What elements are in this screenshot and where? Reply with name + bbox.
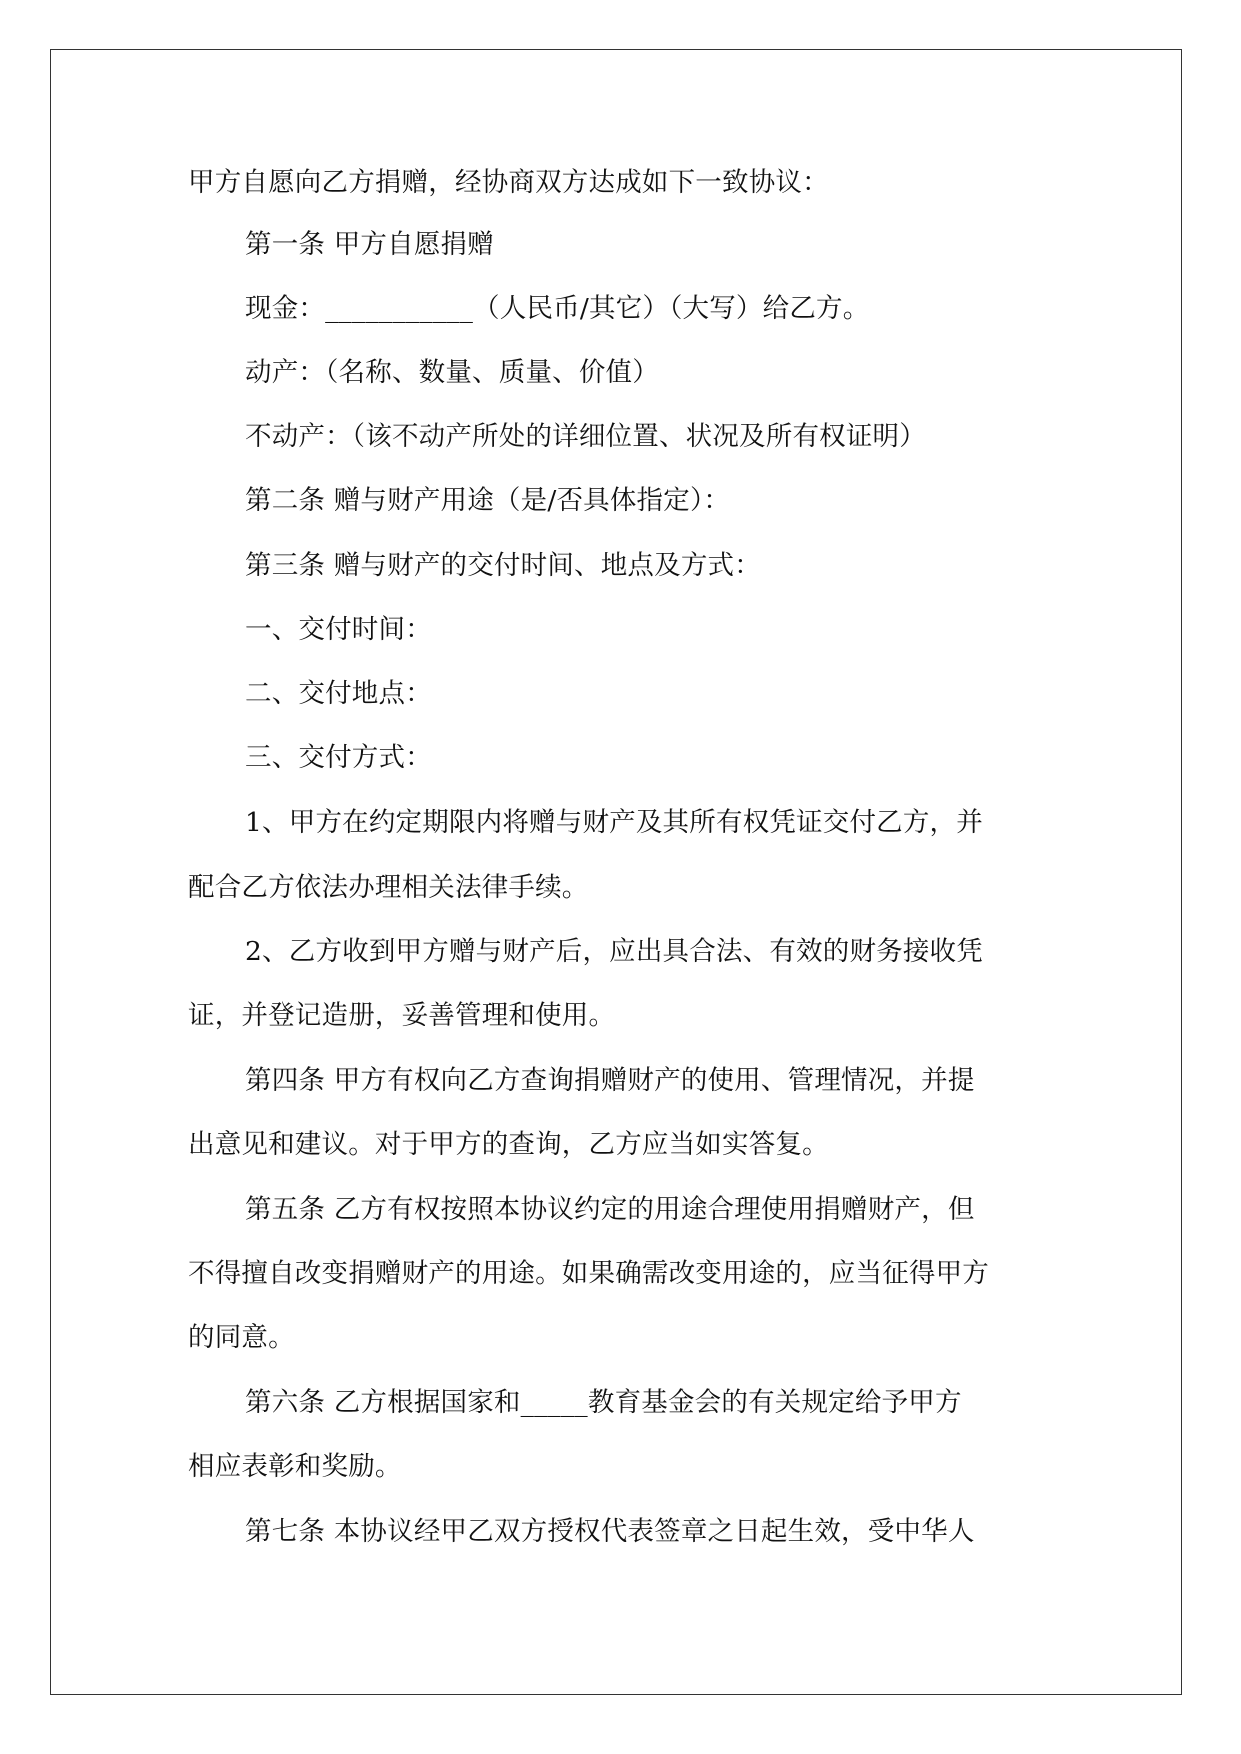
article-3-line: 第三条 赠与财产的交付时间、地点及方式：: [245, 550, 761, 581]
clause-1-line-1: 1、甲方在约定期限内将赠与财产及其所有权凭证交付乙方，并: [245, 807, 983, 838]
article-6-line-2: 相应表彰和奖励。: [188, 1451, 402, 1482]
article-5-line-2: 不得擅自改变捐赠财产的用途。如果确需改变用途的，应当征得甲方: [188, 1258, 989, 1289]
article-5-line-1: 第五条 乙方有权按照本协议约定的用途合理使用捐赠财产，但: [245, 1194, 975, 1225]
article-2-line: 第二条 赠与财产用途（是/否具体指定）：: [245, 485, 731, 516]
clause-2-line-2: 证，并登记造册，妥善管理和使用。: [188, 1000, 616, 1031]
clause-1-line-2: 配合乙方依法办理相关法律手续。: [188, 872, 589, 903]
delivery-method-line: 三、交付方式：: [245, 742, 432, 773]
article-5-line-3: 的同意。: [188, 1322, 295, 1353]
delivery-time-line: 一、交付时间：: [245, 614, 432, 645]
real-estate-line: 不动产：（该不动产所处的详细位置、状况及所有权证明）: [245, 421, 926, 452]
delivery-place-line: 二、交付地点：: [245, 678, 432, 709]
article-4-line-1: 第四条 甲方有权向乙方查询捐赠财产的使用、管理情况，并提: [245, 1065, 975, 1096]
article-4-line-2: 出意见和建议。对于甲方的查询，乙方应当如实答复。: [188, 1129, 829, 1160]
intro-line: 甲方自愿向乙方捐赠，经协商双方达成如下一致协议：: [188, 167, 829, 198]
clause-2-line-1: 2、乙方收到甲方赠与财产后，应出具合法、有效的财务接收凭: [245, 936, 983, 967]
cash-line: 现金：___________（人民币/其它）（大写）给乙方。: [245, 293, 870, 324]
article-1-heading: 第一条 甲方自愿捐赠: [245, 229, 494, 260]
article-6-line-1: 第六条 乙方根据国家和_____教育基金会的有关规定给予甲方: [245, 1387, 962, 1418]
article-7-line-1: 第七条 本协议经甲乙双方授权代表签章之日起生效，受中华人: [245, 1516, 975, 1547]
movable-property-line: 动产：（名称、数量、质量、价值）: [245, 357, 659, 388]
